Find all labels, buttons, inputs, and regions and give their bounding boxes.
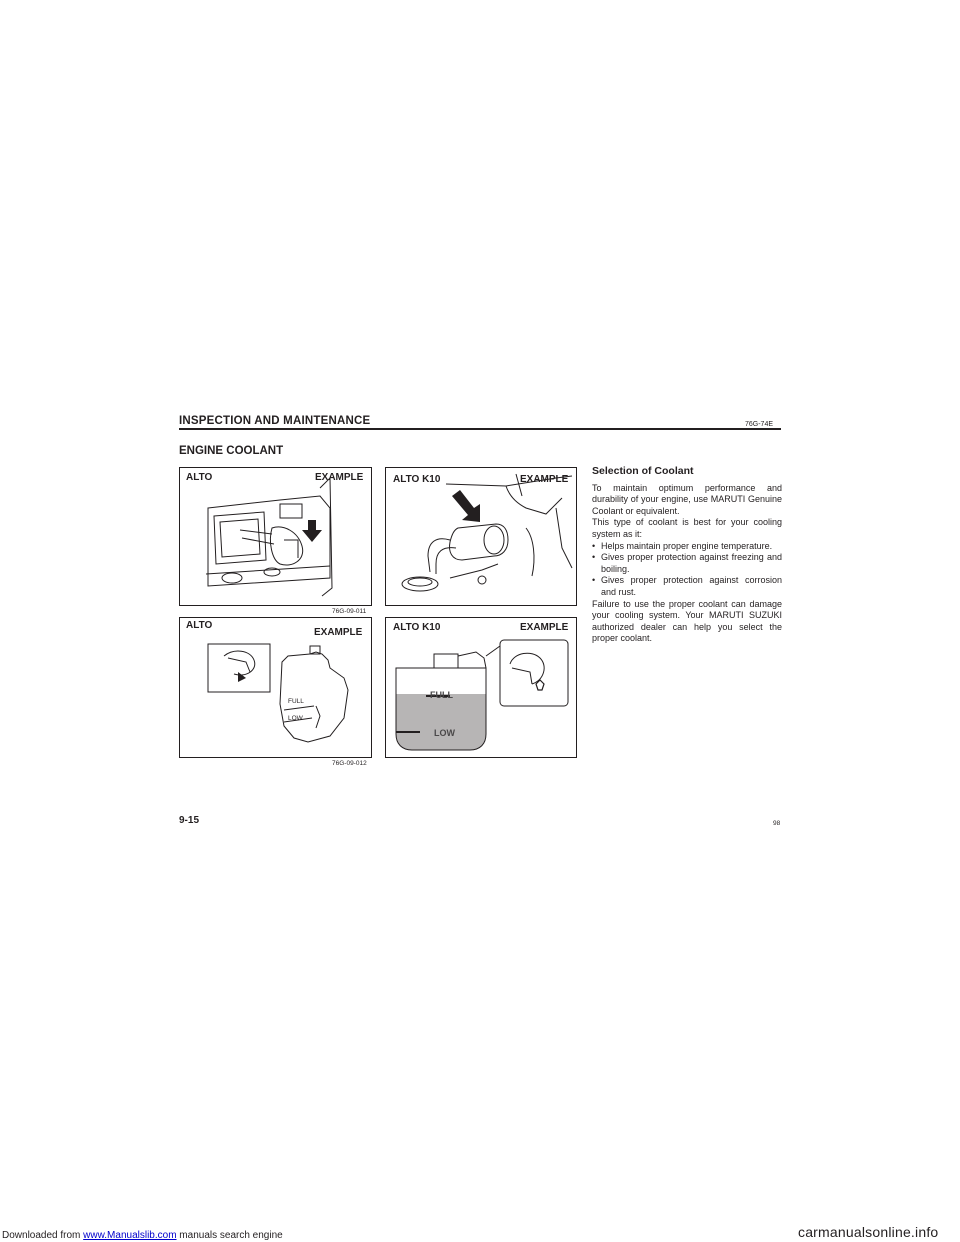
figure-example-label: EXAMPLE [314, 627, 363, 638]
k10-reservoir-levels-illustration [386, 618, 576, 757]
figure-caption: 76G-09-012 [332, 760, 367, 767]
coolant-bullet-list [592, 541, 782, 599]
list-item: • Helps maintain proper engine temperature. [592, 541, 782, 553]
low-level-label: LOW [288, 715, 303, 722]
figure-example-label: EXAMPLE [315, 472, 364, 483]
list-item: • Gives proper protection against corrosion and rust. [592, 575, 782, 598]
engine-bay-illustration [180, 468, 371, 605]
list-item: • Gives proper protection against freezing and boiling. [592, 552, 782, 575]
header-rule [179, 428, 781, 430]
manualslib-link[interactable]: www.Manualslib.com [83, 1230, 177, 1241]
coolant-lead: This type of coolant is best for your cooling system as it: [592, 517, 782, 539]
coolant-intro: To maintain optimum performance and durability of your engine, use MARUTI Genuine Coolant or equivalent. [592, 482, 782, 516]
reservoir-location-illustration [386, 468, 576, 605]
figure-model-label: ALTO K10 [393, 622, 441, 633]
footer-text-prefix: Downloaded from [2, 1230, 84, 1241]
watermark-text: carmanualsonline.info [798, 1224, 939, 1240]
coolant-selection-text [592, 466, 782, 645]
figure-alto-engine-bay [179, 467, 372, 606]
figure-alto-k10-reservoir-levels [385, 617, 577, 758]
full-level-label: FULL [288, 698, 304, 705]
low-level-label: LOW [434, 728, 455, 738]
coolant-closing: Failure to use the proper coolant can damage your cooling system. Your MARUTI SUZUKI authorized dealer can help you select the proper coolant. [592, 598, 782, 644]
footer-text-suffix: manuals search engine [176, 1230, 283, 1241]
header-code: 76G-74E [745, 421, 774, 428]
figure-model-label: ALTO [186, 472, 213, 483]
figure-caption: 76G-09-011 [332, 608, 367, 615]
full-level-label: FULL [430, 690, 453, 700]
download-footer [2, 1230, 283, 1241]
section-title: ENGINE COOLANT [179, 445, 284, 457]
page-index: 98 [773, 820, 781, 827]
figure-alto-k10-reservoir-location [385, 467, 577, 606]
figure-example-label: EXAMPLE [520, 474, 569, 485]
reservoir-levels-illustration [180, 618, 371, 757]
page-number: 9-15 [179, 815, 200, 826]
figure-alto-reservoir-levels [179, 617, 372, 758]
section-header-title: INSPECTION AND MAINTENANCE [179, 415, 371, 427]
figure-model-label: ALTO K10 [393, 474, 441, 485]
figure-model-label: ALTO [186, 620, 213, 631]
coolant-heading: Selection of Coolant [592, 465, 694, 477]
figure-example-label: EXAMPLE [520, 622, 569, 633]
